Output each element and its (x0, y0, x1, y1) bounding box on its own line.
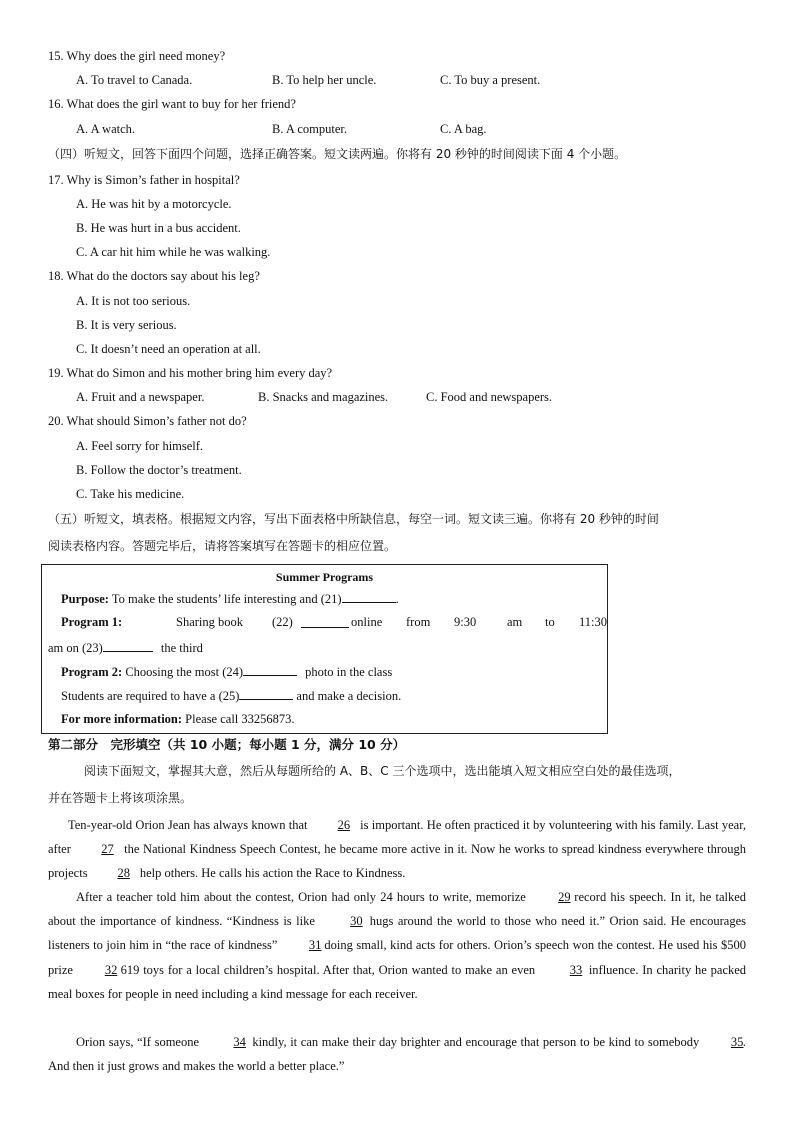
passage-paragraph-3: Orion says, “If someone 34 kindly, it can make their day brighter and encourage that person to be kind to somebody 35. And then it just grows and makes the world a better place.” (48, 1030, 746, 1078)
question-17: 17. Why is Simon’s father in hospital? (48, 173, 240, 187)
section-5-instruction-line1: （五）听短文，填表格。根据短文内容，写出下面表格中所缺信息，每空一词。短文读三遍。你将有 20 秒钟的时间 (48, 512, 659, 526)
blank-33[interactable]: 33 (569, 962, 583, 977)
program-2-row (61, 663, 392, 680)
blank-29[interactable]: 29 (558, 890, 571, 904)
question-20: 20. What should Simon’s father not do? (48, 414, 247, 428)
blank-28[interactable]: 28 (117, 866, 130, 881)
part-2-instruction-line2: 并在答题卡上将该项涂黑。 (48, 791, 193, 805)
blank-26[interactable]: 26 (337, 818, 351, 832)
program-1-label: Program 1: (61, 615, 123, 629)
program-2-text-b: photo in the class (305, 665, 393, 679)
option-20a: A. Feel sorry for himself. (76, 439, 204, 453)
program-1-text-h: 11:30 (579, 615, 608, 629)
option-17b: B. He was hurt in a bus accident. (76, 221, 241, 235)
blank-32[interactable]: 32 (104, 962, 118, 977)
blank-30[interactable]: 30 (350, 914, 363, 929)
option-19c: C. Food and newspapers. (426, 390, 553, 404)
blank-34[interactable]: 34 (233, 1035, 246, 1049)
program-1-text-c: online (351, 615, 383, 629)
part-2-title: 第二部分 完形填空（共 10 小题；每小题 1 分，满分 10 分） (48, 737, 406, 752)
blank-31[interactable]: 31 (308, 938, 322, 953)
option-16c: C. A bag. (440, 122, 487, 136)
info-text: Please call 33256873. (185, 712, 295, 726)
program-1-text-b: (22) (272, 615, 293, 629)
passage-paragraph-2: After a teacher told him about the contest, Orion had only 24 hours to write, memorize 29 record his speech. In it, he talked about the importance of kindness. “Kindness is like 30 hugs around the world to those who need it.” Orion said. He encourages listeners to join him in “the race of kindness” 31 doing small, kind acts for others. Orion’s speech won the contest. He used his $500 prize 32 619 toys for a local children’s hospital. After that, Orion wanted to make an even 33 influence. In charity he packed meal boxes for people in need including a kind message for each receiver. (48, 885, 746, 1006)
blank-25[interactable] (239, 687, 293, 700)
question-15: 15. Why does the girl need money? (48, 49, 226, 63)
blank-27[interactable]: 27 (101, 842, 114, 857)
program-1-text-g: to (545, 615, 555, 629)
question-16: 16. What does the girl want to buy for her friend? (48, 97, 296, 111)
section-4-instruction: （四）听短文，回答下面四个问题，选择正确答案。短文读两遍。你将有 20 秒钟的时间阅读下面 4 个小题。 (48, 147, 627, 161)
passage-paragraph-1: Ten-year-old Orion Jean has always known that 26 is important. He often practiced it by volunteering with his family. Last year, after 27 the National Kindness Speech Contest, he became more active in it. Now he works to spread kindness everywhere through projects 28 help others. He calls his action the Race to Kindness. (48, 813, 746, 886)
students-text-b: and make a decision. (296, 689, 402, 703)
students-text-a: Students are required to have a (25) (61, 689, 240, 703)
blank-35[interactable]: 35 (730, 1035, 744, 1049)
option-16b: B. A computer. (272, 122, 347, 136)
blank-23[interactable] (103, 639, 153, 652)
option-20b: B. Follow the doctor’s treatment. (76, 463, 242, 477)
option-20c: C. Take his medicine. (76, 487, 185, 501)
blank-21[interactable] (342, 590, 396, 603)
program-2-label: Program 2: (61, 665, 123, 679)
option-19a: A. Fruit and a newspaper. (76, 390, 205, 404)
purpose-text: To make the students’ life interesting and (21) (111, 592, 342, 606)
option-18a: A. It is not too serious. (76, 294, 191, 308)
info-label: For more information: (61, 712, 183, 726)
question-18: 18. What do the doctors say about his leg? (48, 269, 260, 283)
section-5-instruction-line2: 阅读表格内容。答题完毕后，请将答案填写在答题卡的相应位置。 (48, 539, 397, 553)
purpose-label: Purpose: (61, 592, 109, 606)
blank-24[interactable] (243, 663, 297, 676)
program-1-text-a: Sharing book (176, 615, 244, 629)
program-1-text-e: 9:30 (454, 615, 477, 629)
program-1-text-f: am (507, 615, 523, 629)
option-18b: B. It is very serious. (76, 318, 177, 332)
option-17c: C. A car hit him while he was walking. (76, 245, 271, 259)
option-15c: C. To buy a present. (440, 73, 541, 87)
program-1-text-d: from (406, 615, 431, 629)
option-17a: A. He was hit by a motorcycle. (76, 197, 232, 211)
question-19: 19. What do Simon and his mother bring him every day? (48, 366, 333, 380)
program-1-row-2 (48, 639, 203, 656)
summer-programs-table (41, 564, 608, 734)
option-16a: A. A watch. (76, 122, 136, 136)
students-row (61, 687, 401, 704)
program-1-line2-b: the third (160, 641, 203, 655)
program-2-text-a: Choosing the most (24) (125, 665, 244, 679)
part-2-instruction-line1: 阅读下面短文，掌握其大意，然后从每题所给的 A、B、C 三个选项中，选出能填入短文相应空白处的最佳选项， (84, 764, 681, 778)
option-19b: B. Snacks and magazines. (258, 390, 389, 404)
table-title: Summer Programs (275, 570, 374, 584)
option-15b: B. To help her uncle. (272, 73, 377, 87)
program-1-line2-a: am on (23) (48, 641, 103, 655)
info-row (61, 711, 295, 727)
purpose-row: Purpose: To make the students’ life interesting and (21) . (61, 592, 399, 606)
option-15a: A. To travel to Canada. (76, 73, 193, 87)
blank-22[interactable] (301, 615, 349, 628)
option-18c: C. It doesn’t need an operation at all. (76, 342, 261, 356)
